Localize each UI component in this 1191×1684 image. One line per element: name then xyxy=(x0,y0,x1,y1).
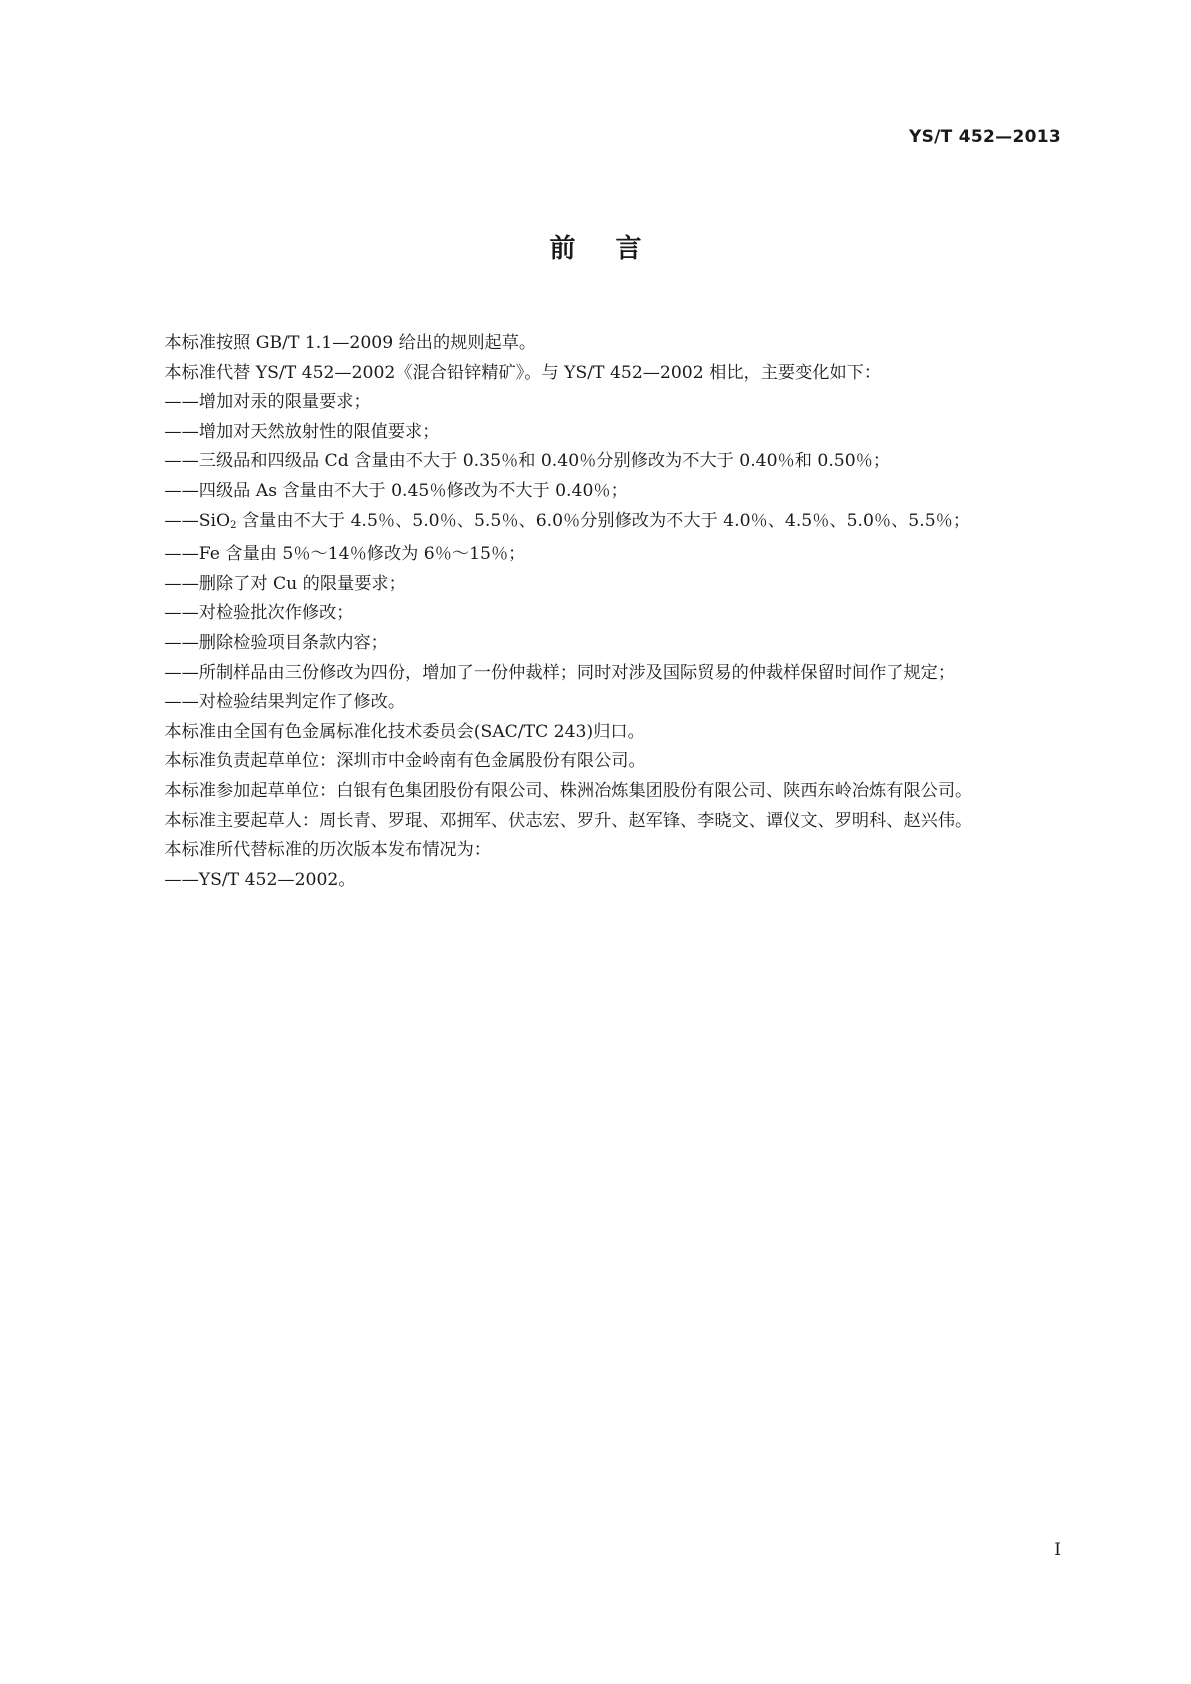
change-item: ——删除了对 Cu 的限量要求； xyxy=(164,573,406,594)
paragraph-responsible-unit: 本标准负责起草单位：深圳市中金岭南有色金属股份有限公司。 xyxy=(164,751,646,772)
sio2-rest: 含量由不大于 4.5％、5.0％、5.5％、6.0％分别修改为不大于 4.0％、4.5％、5.0％、5.5％； xyxy=(236,510,971,531)
change-item: ——四级品 As 含量由不大于 0.45％修改为不大于 0.40％； xyxy=(164,480,628,501)
sio-text: SiO xyxy=(198,510,231,531)
paragraph-participating-units: 本标准参加起草单位：白银有色集团股份有限公司、株洲冶炼集团股份有限公司、陕西东岭冶炼有限公司。 xyxy=(164,780,973,801)
foreword-body xyxy=(130,329,1061,895)
paragraph-committee: 本标准由全国有色金属标准化技术委员会(SAC/TC 243)归口。 xyxy=(164,721,645,742)
change-item: ——三级品和四级品 Cd 含量由不大于 0.35％和 0.40％分别修改为不大于 0.40％和 0.50％； xyxy=(164,451,891,472)
change-item: ——删除检验项目条款内容； xyxy=(164,632,388,653)
page-title: 前言 xyxy=(549,234,682,264)
change-item: ——对检验结果判定作了修改。 xyxy=(164,692,406,713)
paragraph-drafters: 本标准主要起草人：周长青、罗琨、邓拥军、伏志宏、罗升、赵军锋、李晓文、谭仪文、罗明科、赵兴伟。 xyxy=(164,810,973,831)
change-item: ——增加对汞的限量要求； xyxy=(164,392,371,413)
dash-text: —— xyxy=(164,510,199,531)
page-number: I xyxy=(1054,1540,1061,1560)
paragraph-replaces: 本标准代替 YS/T 452—2002《混合铅锌精矿》。与 YS/T 452—2002 相比，主要变化如下： xyxy=(164,362,882,383)
change-item: ——对检验批次作修改； xyxy=(164,603,354,624)
paragraph-drafting-rules: 本标准按照 GB/T 1.1—2009 给出的规则起草。 xyxy=(164,333,537,353)
subscript-2: 2 xyxy=(230,519,237,531)
change-item: ——Fe 含量由 5％～14％修改为 6％～15％； xyxy=(164,544,526,565)
paragraph-history-intro: 本标准所代替标准的历次版本发布情况为： xyxy=(164,840,491,861)
change-item-sio2 xyxy=(164,507,1061,541)
change-item: ——所制样品由三份修改为四份，增加了一份仲裁样；同时对涉及国际贸易的仲裁样保留时间作了规定； xyxy=(164,662,956,683)
change-item: ——增加对天然放射性的限值要求； xyxy=(164,421,440,442)
history-item: ——YS/T 452—2002。 xyxy=(164,869,356,890)
standard-code: YS/T 452—2013 xyxy=(909,127,1061,147)
